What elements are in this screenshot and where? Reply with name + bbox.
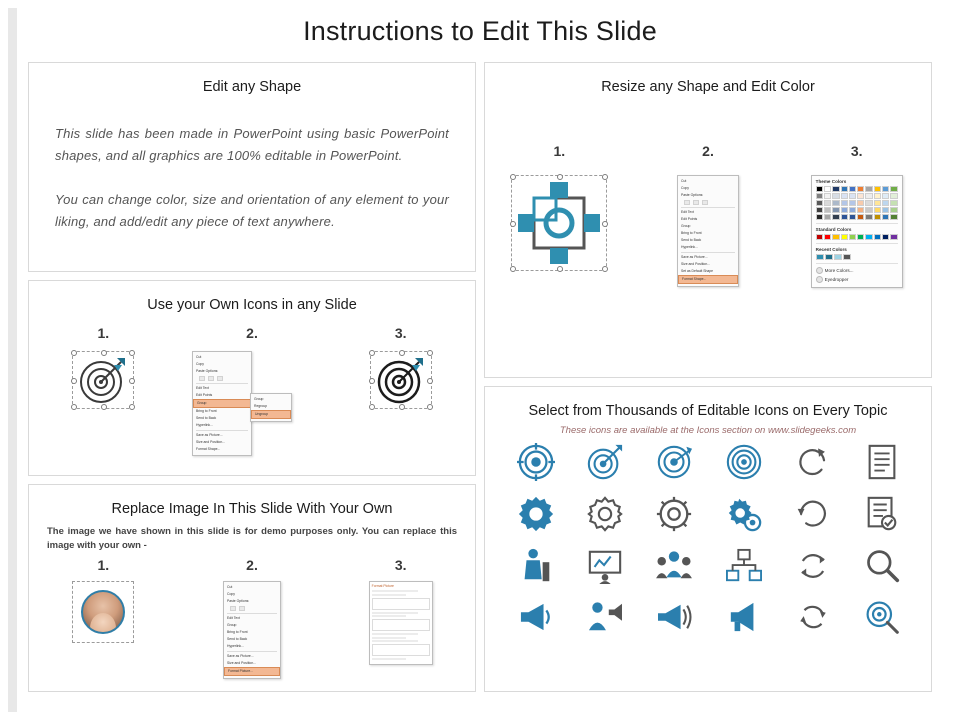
icon-cell[interactable] xyxy=(725,601,763,633)
icon-cell[interactable] xyxy=(655,601,693,633)
icon-cell[interactable] xyxy=(586,495,624,533)
panel-resize-shape-title: Resize any Shape and Edit Color xyxy=(601,79,815,95)
menu-item-save-as-picture[interactable]: Save as Picture... xyxy=(196,432,223,437)
menu-item-bring-to-front[interactable]: Bring to Front xyxy=(681,230,702,235)
replace-image-thumbnails xyxy=(29,581,475,679)
theme-colors-row-4[interactable] xyxy=(816,207,898,213)
menu-item-send-to-back[interactable]: Send to Back xyxy=(227,636,248,641)
menu-item-format-picture[interactable]: Format Picture... xyxy=(224,667,280,676)
refresh-clockwise-icon xyxy=(796,445,830,479)
team-structure-icon xyxy=(725,548,763,584)
panel-edit-shape-paragraph-1: This slide has been made in PowerPoint using basic PowerPoint shapes, and all graphics are 100% editable in PowerPoint. xyxy=(55,126,449,163)
icon-cell[interactable] xyxy=(796,600,830,634)
megaphone-loud-icon xyxy=(655,601,693,633)
target-arrow-icon xyxy=(73,352,133,408)
icon-cell[interactable] xyxy=(519,547,553,585)
gear-outline-icon xyxy=(586,495,624,533)
icon-cell[interactable] xyxy=(796,445,830,479)
panel-icons-subtitle: These icons are available at the Icons section on www.slidegeeks.com xyxy=(559,425,857,436)
target-search-icon xyxy=(864,599,900,635)
menu-item-cut[interactable]: Cut xyxy=(196,354,202,359)
icon-grid xyxy=(501,443,917,635)
panel-own-icons xyxy=(28,280,476,476)
resize-shape-step-1: 1. xyxy=(553,143,566,159)
menu-item-copy[interactable]: Copy xyxy=(681,185,689,190)
menu-item-hyperlink[interactable]: Hyperlink... xyxy=(681,244,698,249)
resize-shape-thumbnails xyxy=(485,175,931,288)
menu-item-copy[interactable]: Copy xyxy=(196,361,204,366)
menu-item-format-shape[interactable]: Format Shape... xyxy=(678,275,738,284)
own-icons-thumb-1 xyxy=(29,351,178,409)
icon-cell[interactable] xyxy=(517,601,555,633)
replace-image-step-2: 2. xyxy=(246,557,258,573)
target-rings-icon xyxy=(725,443,763,481)
selected-shape-box[interactable] xyxy=(72,351,134,409)
theme-colors-row-5[interactable] xyxy=(816,214,898,220)
menu-item-group[interactable]: Group xyxy=(193,399,251,408)
panel-replace-image xyxy=(28,484,476,692)
icon-cell[interactable] xyxy=(725,548,763,584)
page-title: Instructions to Edit This Slide xyxy=(303,16,657,46)
icon-cell[interactable] xyxy=(864,599,900,635)
menu-item-edit-text[interactable]: Edit Text xyxy=(227,615,240,620)
shape-context-menu[interactable] xyxy=(677,175,739,287)
target-dart-icon xyxy=(655,443,693,481)
submenu-item-group[interactable]: Group xyxy=(254,396,264,401)
own-icons-step-1: 1. xyxy=(97,325,110,341)
settings-frame-icon xyxy=(512,176,606,270)
icon-cell[interactable] xyxy=(517,495,555,533)
icon-cell[interactable] xyxy=(586,443,624,481)
color-picker-window[interactable] xyxy=(811,175,903,288)
image-placeholder-frame[interactable] xyxy=(72,581,134,643)
own-icons-thumbnails xyxy=(29,351,475,451)
resizable-shape-box[interactable] xyxy=(511,175,607,271)
menu-item-edit-points[interactable]: Edit Points xyxy=(196,392,213,397)
refresh-circular-icon xyxy=(796,497,830,531)
format-picture-dialog[interactable] xyxy=(369,581,433,665)
replace-image-thumb-1 xyxy=(29,581,178,643)
resize-shape-thumb-1 xyxy=(485,175,634,271)
icon-cell[interactable] xyxy=(586,600,624,634)
submenu-item-ungroup[interactable]: Ungroup xyxy=(251,410,291,419)
menu-item-paste-options[interactable]: Paste Options: xyxy=(227,598,250,603)
own-icons-step-3: 3. xyxy=(394,325,407,341)
menu-item-save-as-picture[interactable]: Save as Picture... xyxy=(227,653,254,658)
group-submenu[interactable] xyxy=(250,393,292,422)
recent-colors-row[interactable] xyxy=(816,254,898,260)
panel-resize-shape xyxy=(484,62,932,378)
icon-cell[interactable] xyxy=(655,443,693,481)
megaphone-icon xyxy=(517,601,555,633)
image-context-menu[interactable] xyxy=(223,581,281,679)
target-arrow-ungrouped-icon xyxy=(371,352,431,408)
resize-shape-step-numbers xyxy=(485,143,931,159)
icon-cell[interactable] xyxy=(796,497,830,531)
replace-image-step-numbers xyxy=(29,557,475,573)
icon-cell[interactable] xyxy=(865,495,899,533)
replace-image-step-3: 3. xyxy=(394,557,407,573)
standard-colors-label: Standard Colors xyxy=(815,227,852,232)
theme-colors-row-3[interactable] xyxy=(816,200,898,206)
gears-pair-icon xyxy=(725,495,763,533)
icon-cell[interactable] xyxy=(864,548,900,584)
presentation-person-icon xyxy=(586,548,624,584)
menu-item-set-as-default-shape[interactable]: Set as Default Shape xyxy=(681,268,714,273)
menu-item-group[interactable]: Group xyxy=(227,622,237,627)
more-colors-item[interactable] xyxy=(816,267,898,274)
icon-cell[interactable] xyxy=(725,443,763,481)
eyedropper-label: Eyedropper xyxy=(824,277,849,282)
menu-item-format-shape[interactable]: Format Shape... xyxy=(196,446,221,451)
menu-item-size-and-position[interactable]: Size and Position... xyxy=(196,439,226,444)
menu-item-edit-text[interactable]: Edit Text xyxy=(196,385,209,390)
target-arrow-icon xyxy=(586,443,624,481)
recycle-arrows-icon xyxy=(796,600,830,634)
panel-edit-shape-paragraph-2: You can change color, size and orientation of any element to your liking, and add/edit any piece of text anywhere. xyxy=(55,192,449,229)
menu-item-cut[interactable]: Cut xyxy=(227,584,233,589)
menu-item-hyperlink[interactable]: Hyperlink... xyxy=(227,643,244,648)
resize-shape-step-3: 3. xyxy=(850,143,863,159)
theme-colors-row-2[interactable] xyxy=(816,193,898,199)
menu-item-bring-to-front[interactable]: Bring to Front xyxy=(227,629,248,634)
recent-colors-label: Recent Colors xyxy=(815,247,847,252)
group-people-icon xyxy=(655,549,693,583)
resize-shape-thumb-2 xyxy=(634,175,783,287)
menu-item-send-to-back[interactable]: Send to Back xyxy=(196,415,217,420)
menu-item-bring-to-front[interactable]: Bring to Front xyxy=(196,408,217,413)
eyedropper-icon xyxy=(816,276,823,283)
icon-cell[interactable] xyxy=(865,443,899,481)
panel-replace-image-title: Replace Image In This Slide With Your Own xyxy=(111,501,393,517)
menu-item-edit-text[interactable]: Edit Text xyxy=(681,209,694,214)
submenu-item-regroup[interactable]: Regroup xyxy=(254,403,268,408)
own-icons-thumb-3 xyxy=(326,351,475,409)
panel-icons xyxy=(484,386,932,692)
resize-shape-step-2: 2. xyxy=(702,143,714,159)
panel-icons-title: Select from Thousands of Editable Icons on Every Topic xyxy=(528,403,888,419)
icon-cell[interactable] xyxy=(796,549,830,583)
arrows-cycle-icon xyxy=(796,549,830,583)
target-icon xyxy=(517,443,555,481)
panel-edit-shape-title: Edit any Shape xyxy=(202,79,302,95)
gear-icon xyxy=(517,495,555,533)
replace-image-thumb-2 xyxy=(178,581,327,679)
icon-cell[interactable] xyxy=(517,443,555,481)
menu-item-size-and-position[interactable]: Size and Position... xyxy=(681,261,711,266)
replace-image-step-1: 1. xyxy=(97,557,110,573)
theme-colors-label: Theme Colors xyxy=(815,179,847,184)
menu-item-edit-points[interactable]: Edit Points xyxy=(681,216,698,221)
person-speaking-icon xyxy=(586,600,624,634)
more-colors-label: More Colors... xyxy=(824,268,854,273)
magnifier-icon xyxy=(864,548,900,584)
own-icons-thumb-2 xyxy=(178,351,327,451)
menu-item-size-and-position[interactable]: Size and Position... xyxy=(227,660,257,665)
icon-cell[interactable] xyxy=(725,495,763,533)
palette-icon xyxy=(816,267,823,274)
resize-shape-thumb-3 xyxy=(782,175,931,288)
person-podium-icon xyxy=(519,547,553,585)
format-picture-dialog-title: Format Picture xyxy=(371,584,394,588)
menu-item-save-as-picture[interactable]: Save as Picture... xyxy=(681,254,708,259)
eyedropper-item[interactable] xyxy=(816,276,898,283)
menu-item-paste-options[interactable]: Paste Options: xyxy=(196,368,219,373)
avatar xyxy=(81,590,125,634)
checklist-document-icon xyxy=(865,495,899,533)
own-icons-step-numbers xyxy=(29,325,475,341)
replace-image-thumb-3 xyxy=(326,581,475,665)
icon-cell[interactable] xyxy=(655,495,693,533)
menu-item-cut[interactable]: Cut xyxy=(681,178,687,183)
panel-own-icons-title: Use your Own Icons in any Slide xyxy=(147,297,357,313)
panel-edit-shape xyxy=(28,62,476,272)
ungrouped-shape-box[interactable] xyxy=(370,351,432,409)
menu-item-hyperlink[interactable]: Hyperlink... xyxy=(196,422,213,427)
announcement-icon xyxy=(725,601,763,633)
gear-dotted-icon xyxy=(655,495,693,533)
left-accent-bar xyxy=(8,8,17,712)
icon-cell[interactable] xyxy=(655,549,693,583)
menu-item-group[interactable]: Group xyxy=(681,223,691,228)
standard-colors-row[interactable] xyxy=(816,234,898,240)
menu-item-copy[interactable]: Copy xyxy=(227,591,235,596)
menu-item-paste-options[interactable]: Paste Options: xyxy=(681,192,704,197)
panel-replace-image-description: The image we have shown in this slide is for demo purposes only. You can replace this image with your own - xyxy=(47,526,457,551)
own-icons-step-2: 2. xyxy=(246,325,258,341)
icon-cell[interactable] xyxy=(586,548,624,584)
menu-item-send-to-back[interactable]: Send to Back xyxy=(681,237,702,242)
context-menu[interactable] xyxy=(192,351,252,456)
document-list-icon xyxy=(865,443,899,481)
theme-colors-row-1[interactable] xyxy=(816,186,898,192)
